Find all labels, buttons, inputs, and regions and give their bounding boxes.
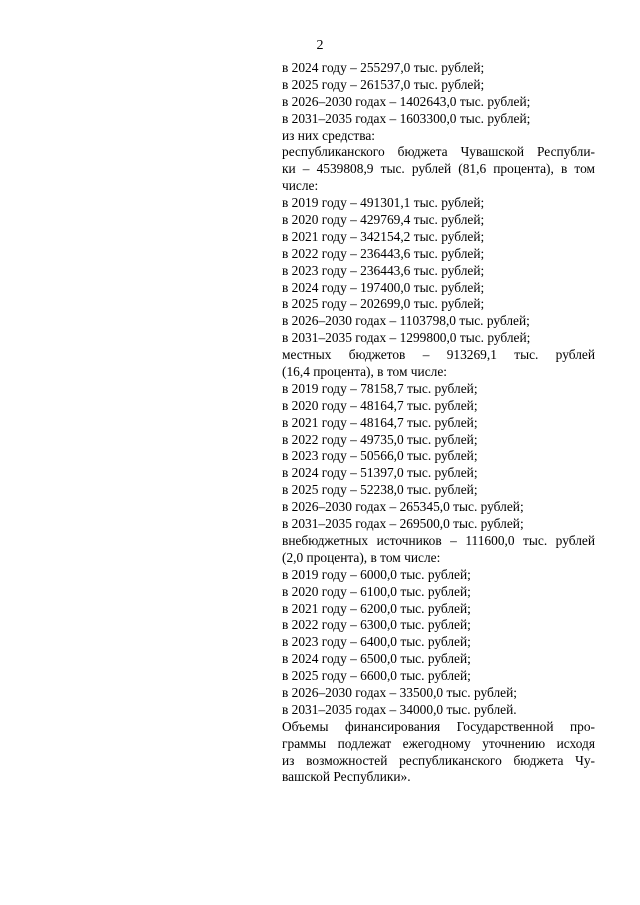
text-line: в 2026–2030 годах – 1103798,0 тыс. рублей; (282, 313, 530, 329)
text-line: в 2023 году – 50566,0 тыс. рублей; (282, 448, 478, 464)
text-line: (16,4 процента), в том числе: (282, 364, 447, 380)
text-line: в 2021 году – 6200,0 тыс. рублей; (282, 600, 471, 616)
text-line: республиканского бюджета Чувашской Республи- (282, 144, 595, 160)
text-line: в 2021 году – 48164,7 тыс. рублей; (282, 414, 478, 430)
document-body (282, 60, 595, 786)
text-line: в 2024 году – 255297,0 тыс. рублей; (282, 60, 485, 75)
text-line: в 2026–2030 годах – 1402643,0 тыс. рублей; (282, 93, 531, 109)
text-line: местных бюджетов – 913269,1 тыс. рублей (282, 347, 595, 363)
text-line: в 2023 году – 236443,6 тыс. рублей; (282, 262, 485, 278)
text-line: в 2024 году – 51397,0 тыс. рублей; (282, 465, 478, 481)
text-line: граммы подлежат ежегодному уточнению исходя (282, 735, 595, 751)
text-line: в 2026–2030 годах – 33500,0 тыс. рублей; (282, 684, 517, 700)
text-line: в 2022 году – 6300,0 тыс. рублей; (282, 617, 471, 633)
text-line: в 2019 году – 491301,1 тыс. рублей; (282, 195, 485, 211)
text-line: ки – 4539808,9 тыс. рублей (81,6 процента), в том (282, 161, 595, 177)
text-line: в 2026–2030 годах – 265345,0 тыс. рублей; (282, 499, 524, 515)
text-line: в 2024 году – 197400,0 тыс. рублей; (282, 279, 485, 295)
text-line: в 2022 году – 49735,0 тыс. рублей; (282, 431, 478, 447)
text-line: в 2020 году – 48164,7 тыс. рублей; (282, 397, 478, 413)
text-line: в 2025 году – 261537,0 тыс. рублей; (282, 76, 485, 92)
text-line: Объемы финансирования Государственной про- (282, 718, 595, 734)
text-line: в 2025 году – 202699,0 тыс. рублей; (282, 296, 485, 312)
text-line: в 2019 году – 6000,0 тыс. рублей; (282, 566, 471, 582)
text-line: в 2023 году – 6400,0 тыс. рублей; (282, 634, 471, 650)
text-line: в 2020 году – 6100,0 тыс. рублей; (282, 583, 471, 599)
text-line: в 2031–2035 годах – 34000,0 тыс. рублей. (282, 701, 517, 717)
text-line: вашской Республики». (282, 769, 411, 785)
text-line: в 2021 году – 342154,2 тыс. рублей; (282, 228, 485, 244)
text-line: из них средства: (282, 127, 376, 143)
text-line: в 2031–2035 годах – 269500,0 тыс. рублей; (282, 516, 524, 532)
text-line: в 2020 году – 429769,4 тыс. рублей; (282, 212, 485, 228)
text-line: внебюджетных источников – 111600,0 тыс. рублей (282, 532, 595, 548)
text-line: в 2031–2035 годах – 1299800,0 тыс. рублей; (282, 330, 531, 346)
text-line: в 2025 году – 52238,0 тыс. рублей; (282, 482, 478, 498)
text-line: в 2022 году – 236443,6 тыс. рублей; (282, 245, 485, 261)
text-line: в 2025 году – 6600,0 тыс. рублей; (282, 668, 471, 684)
text-line: в 2031–2035 годах – 1603300,0 тыс. рублей; (282, 110, 531, 126)
text-line: числе: (282, 178, 319, 194)
text-line: в 2019 году – 78158,7 тыс. рублей; (282, 380, 478, 396)
text-line: в 2024 году – 6500,0 тыс. рублей; (282, 651, 471, 667)
text-line: из возможностей республиканского бюджета Чу- (282, 752, 595, 768)
page-number: 2 (316, 38, 324, 53)
text-line: (2,0 процента), в том числе: (282, 549, 441, 565)
